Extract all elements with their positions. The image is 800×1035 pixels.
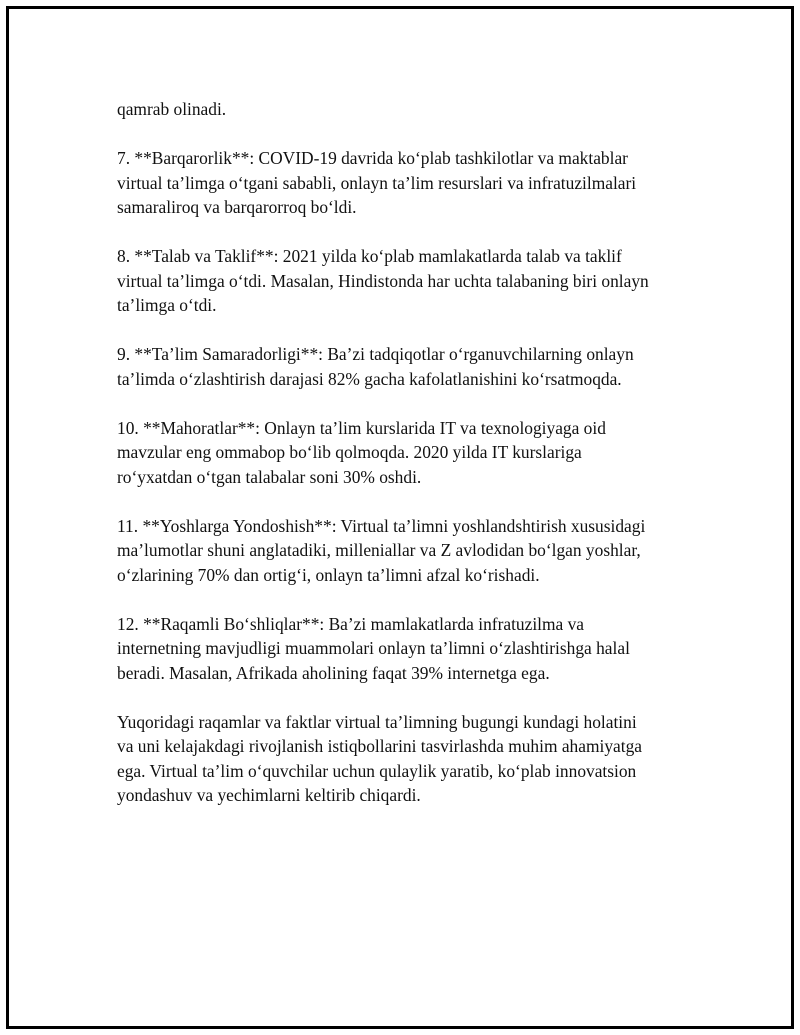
paragraph-barqarorlik: 7. **Barqarorlik**: COVID-19 davrida koʻplab tashkilotlar va maktablar virtual taʼlimga oʻtgani sababli, onlayn taʼlim resurslari va infratuzilmalari samaraliroq va barqarorroq boʻldi. xyxy=(117,148,637,217)
paragraph-mahoratlar: 10. **Mahoratlar**: Onlayn taʼlim kurslarida IT va texnologiyaga oid mavzular eng ommabop boʻlib qolmoqda. 2020 yilda IT kurslariga roʻyxatdan oʻtgan talabalar soni 30% oshdi. xyxy=(117,417,606,487)
paragraph-conclusion: Yuqoridagi raqamlar va faktlar virtual taʼlimning bugungi kundagi holatini va uni kelajakdagi rivojlanish istiqbollarini tasvirlashda muhim ahamiyatga ega. Virtual taʼlim oʻquvchilar uchun qulaylik yaratib, koʻplab innovatsion yondashuv va yechimlarni keltirib chiqardi. xyxy=(117,711,642,805)
paragraph-talim-samaradorligi: 9. **Taʼlim Samaradorligi**: Baʼzi tadqiqotlar oʻrganuvchilarning onlayn taʼlimda oʻzlashtirish darajasi 82% gacha kafolatlanishini koʻrsatmoqda. xyxy=(117,344,634,389)
paragraph-raqamli-boshliqlar: 12. **Raqamli Boʻshliqlar**: Baʼzi mamlakatlarda infratuzilma va internetning mavjudligi muammolari onlayn taʼlimni oʻzlashtirishga halal beradi. Masalan, Afrikada aholining faqat 39% internetga ega. xyxy=(117,613,630,683)
document-page xyxy=(6,6,794,1029)
document-body xyxy=(117,97,717,832)
paragraph-talab-va-taklif: 8. **Talab va Taklif**: 2021 yilda koʻplab mamlakatlarda talab va taklif virtual taʼlimga oʻtdi. Masalan, Hindistonda har uchta talabaning biri onlayn taʼlimga oʻtdi. xyxy=(117,246,649,315)
paragraph-yoshlarga-yondoshish: 11. **Yoshlarga Yondoshish**: Virtual taʼlimni yoshlandshtirish xususidagi maʼlumotlar shuni anglatadiki, milleniallar va Z avlodidan boʻlgan yoshlar, oʻzlarining 70% dan ortigʻi, onlayn taʼlimni afzal koʻrishadi. xyxy=(117,515,646,585)
paragraph-continuation: qamrab olinadi. xyxy=(117,99,227,119)
